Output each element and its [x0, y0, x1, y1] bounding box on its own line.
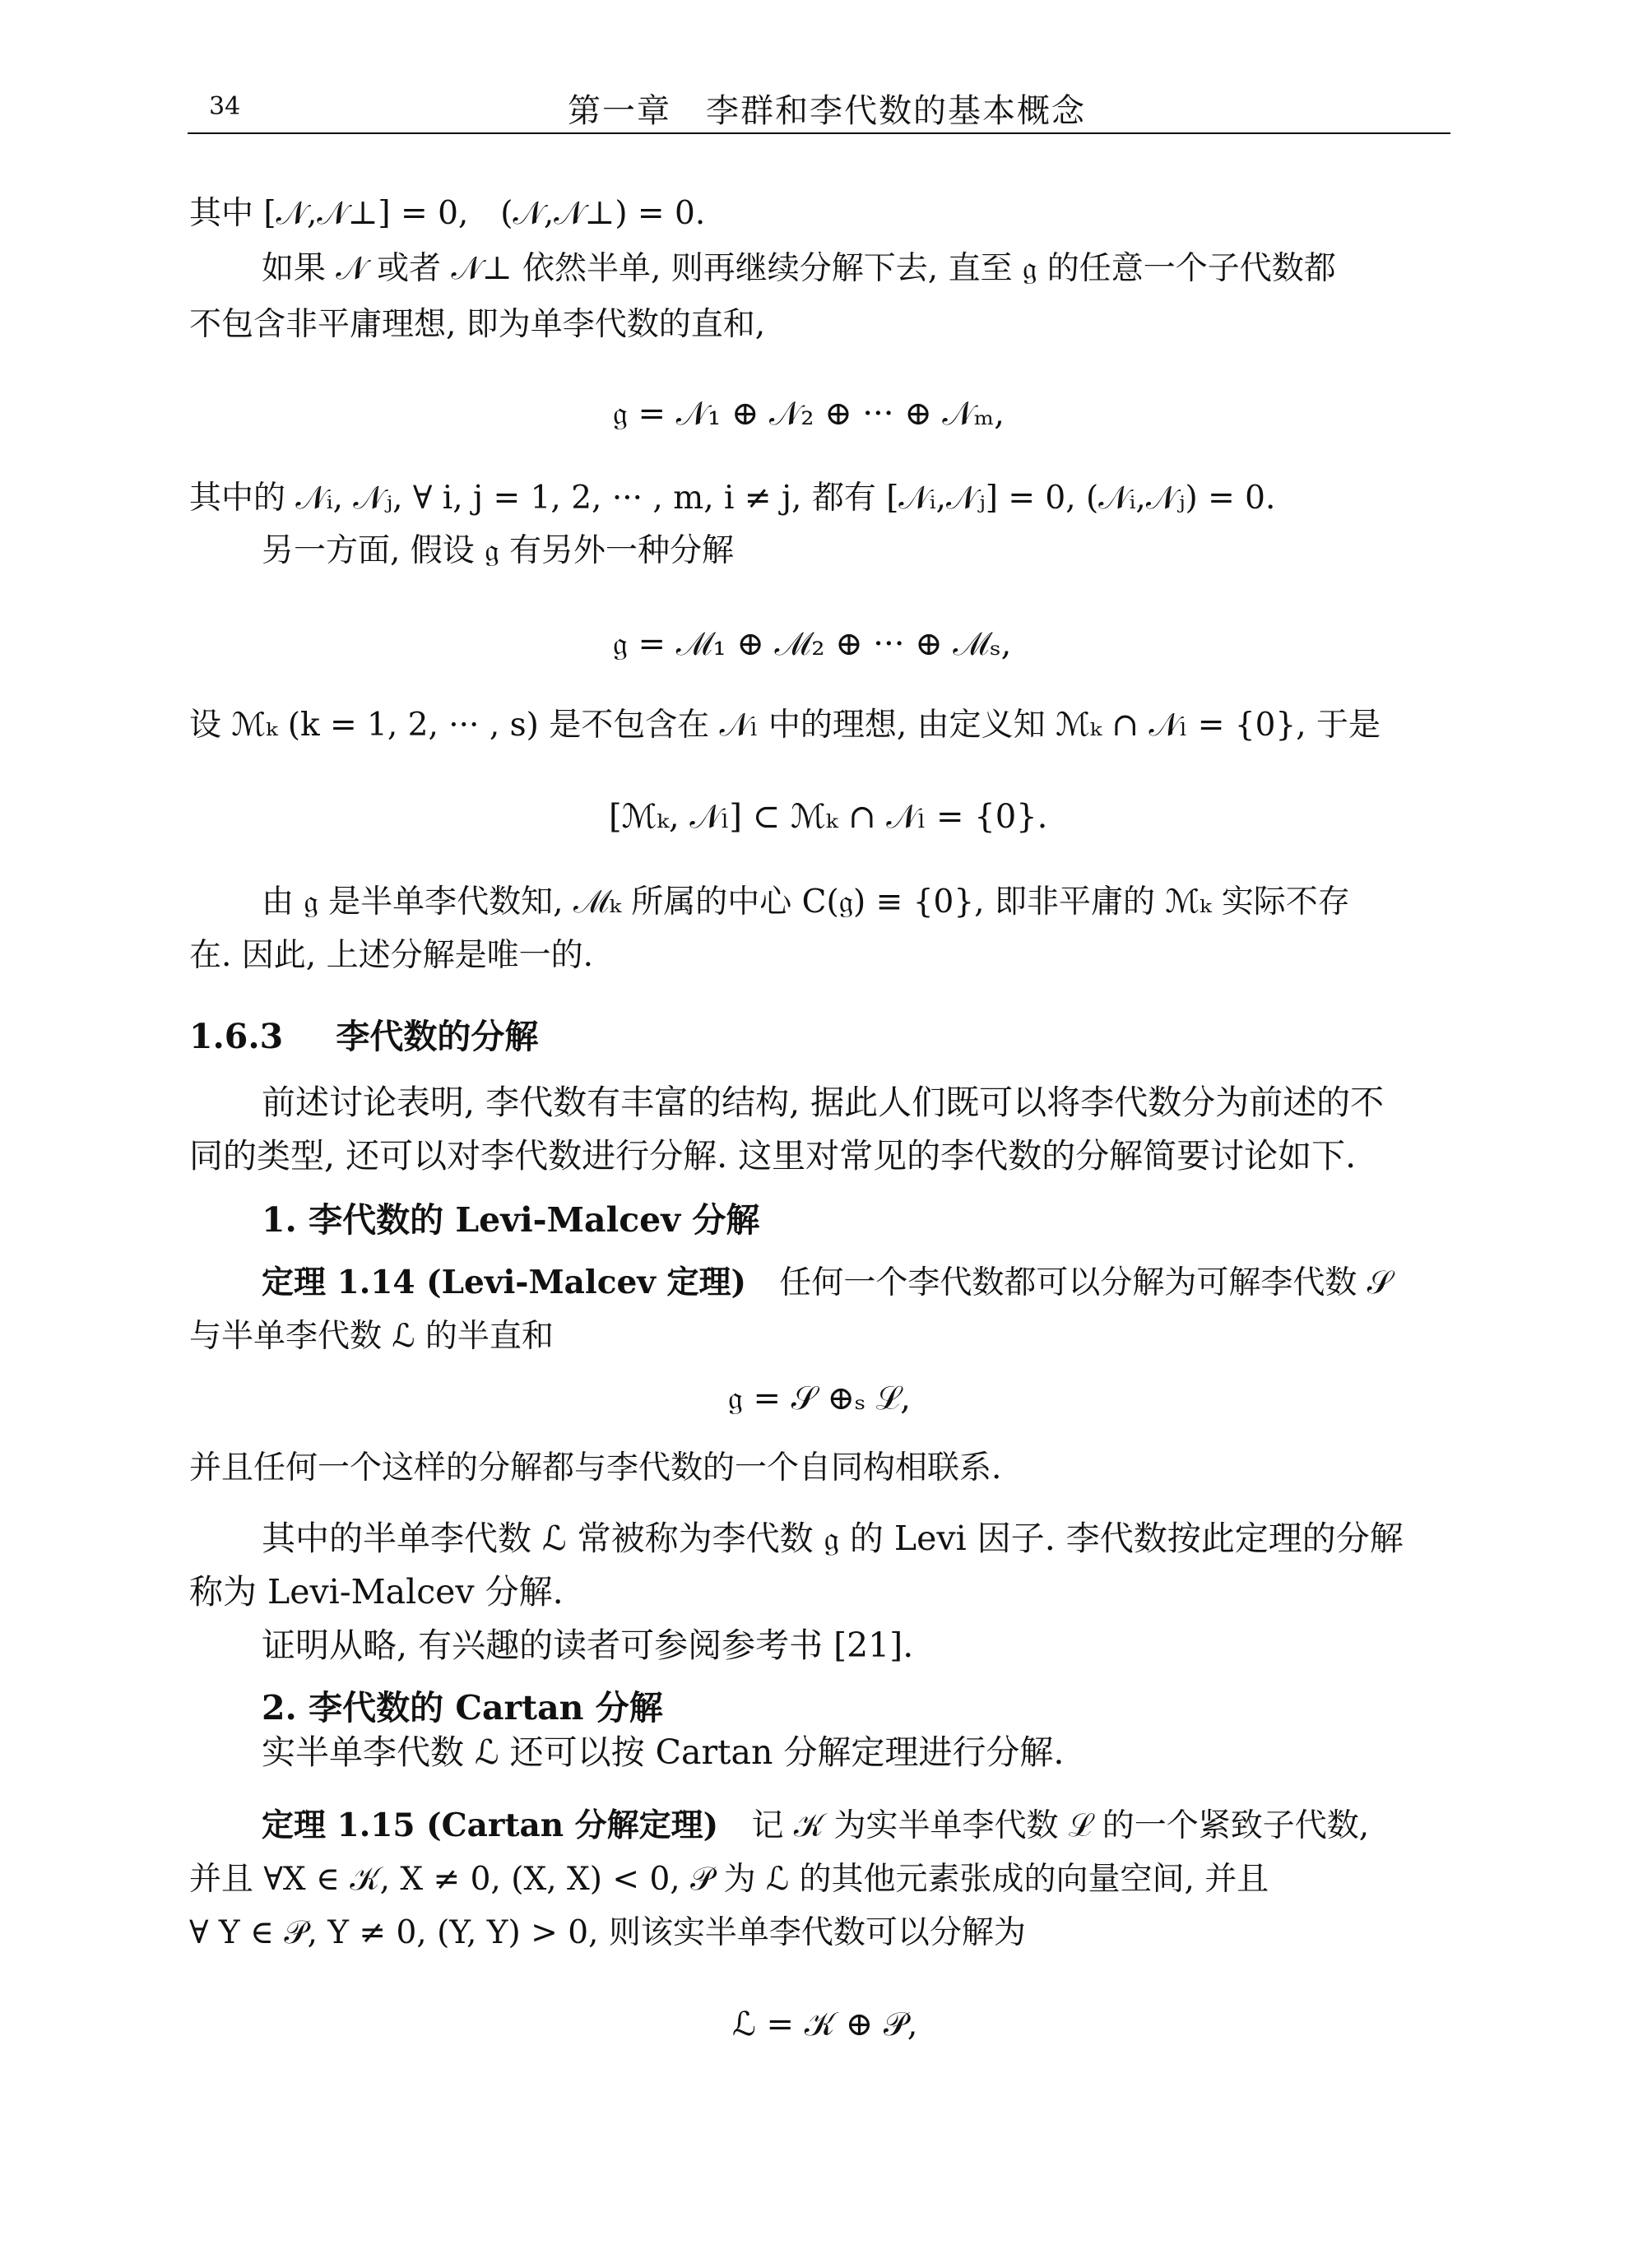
equation-1: 𝔤 = 𝒩₁ ⊕ 𝒩₂ ⊕ ··· ⊕ 𝒩ₘ, [613, 395, 1005, 433]
text-line-18: ∀ Y ∈ 𝒫, Y ≠ 0, (Y, Y) > 0, 则该实半单李代数可以分解为 [189, 1914, 1026, 1951]
theorem-2-label: 定理 1.15 (Cartan 分解定理) [262, 1806, 719, 1844]
text-line-16: 实半单李代数 ℒ 还可以按 Cartan 分解定理进行分解. [262, 1732, 1065, 1772]
text-line-7: 由 𝔤 是半单李代数知, ℳₖ 所属的中心 C(𝔤) ≡ {0}, 即非平庸的 ℳₖ 实际不存 [262, 884, 1350, 921]
text-line-14: 称为 Levi-Malcev 分解. [189, 1572, 564, 1612]
section-number: 1.6.3 [189, 1017, 284, 1056]
equation-2: 𝔤 = ℳ₁ ⊕ ℳ₂ ⊕ ··· ⊕ ℳₛ, [613, 625, 1012, 663]
text-line-11: 与半单李代数 ℒ 的半直和 [189, 1318, 554, 1355]
text-line-2: 如果 𝒩 或者 𝒩⊥ 依然半单, 则再继续分解下去, 直至 𝔤 的任意一个子代数都 [262, 250, 1336, 287]
section-heading [189, 1009, 538, 1058]
text-line-5: 另一方面, 假设 𝔤 有另外一种分解 [262, 532, 734, 569]
theorem-1-line-1 [262, 1264, 1392, 1301]
equation-4: 𝔤 = 𝒮 ⊕ₛ ℒ, [728, 1380, 911, 1417]
subsection-heading-1: 1. 李代数的 Levi-Malcev 分解 [262, 1200, 760, 1240]
text-line-3: 不包含非平庸理想, 即为单李代数的直和, [189, 306, 766, 343]
theorem-2-line-1 [262, 1806, 1370, 1844]
header-rule [188, 132, 1450, 134]
text-line-8: 在. 因此, 上述分解是唯一的. [189, 937, 593, 974]
page-number: 34 [209, 92, 241, 121]
equation-5: ℒ = 𝒦 ⊕ 𝒫, [732, 2006, 918, 2043]
theorem-1-label: 定理 1.14 (Levi-Malcev 定理) [262, 1264, 746, 1301]
running-title: 第一章 李群和李代数的基本概念 [568, 92, 1086, 130]
text-line-1: 其中 [𝒩,𝒩⊥] = 0, (𝒩,𝒩⊥) = 0. [189, 195, 706, 232]
text-line-10: 同的类型, 还可以对李代数进行分解. 这里对常见的李代数的分解简要讨论如下. [189, 1136, 1357, 1176]
text-line-13: 其中的半单李代数 ℒ 常被称为李代数 𝔤 的 Levi 因子. 李代数按此定理的分解 [262, 1519, 1404, 1558]
text-line-9: 前述讨论表明, 李代数有丰富的结构, 据此人们既可以将李代数分为前述的不 [262, 1083, 1385, 1122]
theorem-2-text: 记 𝒦 为实半单李代数 ℒ 的一个紧致子代数, [751, 1807, 1370, 1844]
text-line-4: 其中的 𝒩ᵢ, 𝒩ⱼ, ∀ i, j = 1, 2, ··· , m, i ≠ j, 都有 [𝒩ᵢ,𝒩ⱼ] = 0, (𝒩ᵢ,𝒩ⱼ) = 0. [189, 480, 1276, 517]
theorem-1-text: 任何一个李代数都可以分解为可解李代数 𝒮 [779, 1264, 1392, 1301]
equation-3: [ℳₖ, 𝒩ₗ] ⊂ ℳₖ ∩ 𝒩ₗ = {0}. [609, 798, 1048, 836]
text-line-6: 设 ℳₖ (k = 1, 2, ··· , s) 是不包含在 𝒩ₗ 中的理想, 由定义知 ℳₖ ∩ 𝒩ₗ = {0}, 于是 [189, 707, 1381, 744]
text-line-12: 并且任何一个这样的分解都与李代数的一个自同构相联系. [189, 1449, 1002, 1486]
text-line-17: 并且 ∀X ∈ 𝒦, X ≠ 0, (X, X) < 0, 𝒫 为 ℒ 的其他元素张成的向量空间, 并且 [189, 1861, 1269, 1898]
text-line-15: 证明从略, 有兴趣的读者可参阅参考书 [21]. [262, 1626, 914, 1665]
subsection-heading-2: 2. 李代数的 Cartan 分解 [262, 1688, 663, 1728]
section-title: 李代数的分解 [336, 1017, 539, 1056]
